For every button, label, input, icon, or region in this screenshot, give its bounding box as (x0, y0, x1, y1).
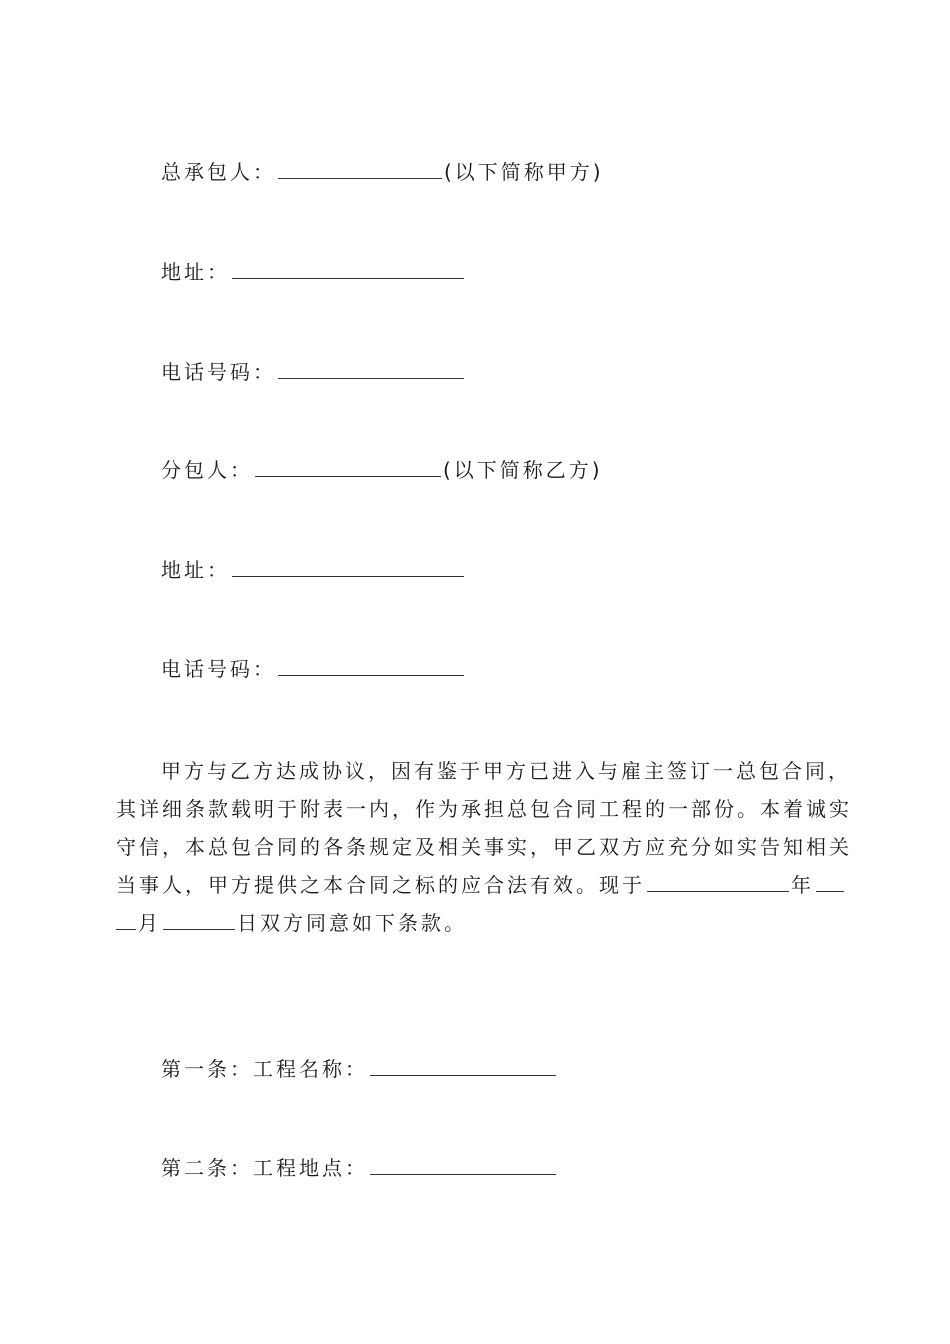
subcontractor-label: 分包人： (161, 458, 253, 482)
month-blank-part2[interactable] (116, 911, 136, 930)
agreement-paragraph (116, 752, 852, 942)
year-label: 年 (791, 873, 814, 897)
article-2-label: 第二条：工程地点： (161, 1156, 368, 1180)
agreement-line-5 (116, 904, 836, 942)
general-contractor-blank[interactable] (278, 160, 442, 179)
contractor-phone-line (161, 360, 466, 384)
agreement-line-4 (116, 866, 836, 904)
subcontractor-phone-line (161, 657, 466, 681)
subcontractor-phone-blank[interactable] (278, 657, 464, 676)
agreement-line-4-text: 当事人，甲方提供之本合同之标的应合法有效。现于 (116, 873, 645, 897)
project-location-blank[interactable] (370, 1156, 556, 1175)
general-contractor-line (161, 160, 604, 184)
project-name-blank[interactable] (370, 1057, 556, 1076)
subcontractor-address-line (161, 558, 466, 582)
article-2-line (161, 1156, 558, 1180)
contractor-address-line (161, 260, 466, 284)
day-blank[interactable] (163, 911, 235, 930)
month-blank-part1[interactable] (816, 873, 844, 892)
year-blank[interactable] (647, 873, 789, 892)
agreement-line-5-text: 日双方同意如下条款。 (237, 911, 467, 935)
subcontractor-blank[interactable] (255, 458, 441, 477)
agreement-line-1: 甲方与乙方达成协议，因有鉴于甲方已进入与雇主签订一总包合同， (161, 759, 851, 783)
subcontractor-address-label: 地址： (161, 558, 230, 582)
contractor-address-blank[interactable] (232, 260, 464, 279)
article-1-line (161, 1057, 558, 1081)
contractor-phone-label: 电话号码： (161, 360, 276, 384)
general-contractor-suffix: (以下简称甲方) (444, 160, 604, 184)
subcontractor-line (161, 458, 603, 482)
agreement-line-3: 守信，本总包合同的各条规定及相关事实，甲乙双方应充分如实告知相关 (116, 835, 852, 859)
subcontractor-phone-label: 电话号码： (161, 657, 276, 681)
subcontractor-suffix: (以下简称乙方) (443, 458, 603, 482)
general-contractor-label: 总承包人： (161, 160, 276, 184)
month-label: 月 (138, 911, 161, 935)
contractor-address-label: 地址： (161, 260, 230, 284)
agreement-line-2: 其详细条款载明于附表一内，作为承担总包合同工程的一部份。本着诚实 (116, 797, 852, 821)
contractor-phone-blank[interactable] (278, 360, 464, 379)
subcontractor-address-blank[interactable] (232, 558, 464, 577)
article-1-label: 第一条：工程名称： (161, 1057, 368, 1081)
